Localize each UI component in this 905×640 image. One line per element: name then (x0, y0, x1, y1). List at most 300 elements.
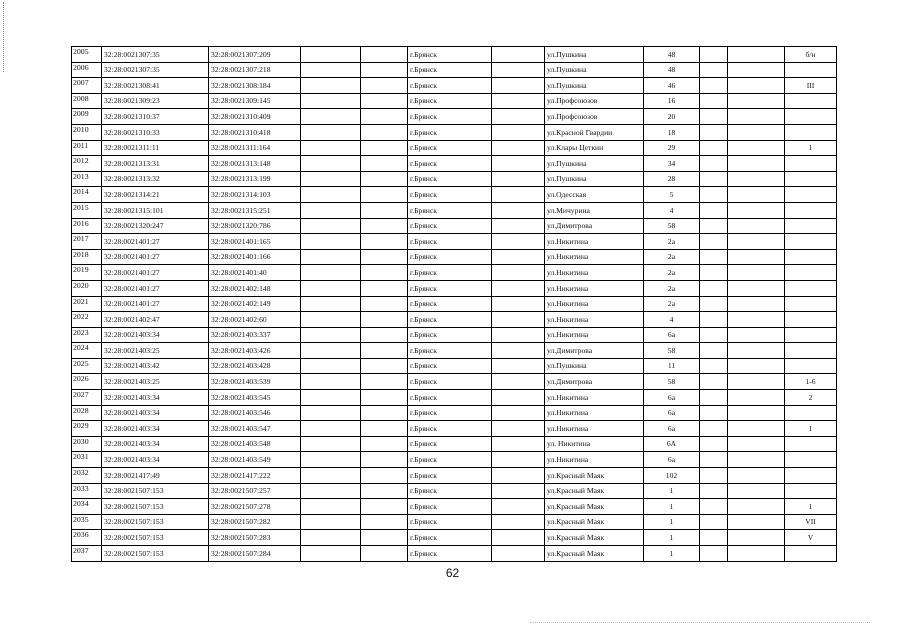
cell-apartment (785, 62, 837, 78)
table-row (72, 452, 837, 468)
table-row (72, 62, 837, 78)
cell-city: г.Брянск (408, 296, 492, 312)
cell-col-empty-4 (700, 156, 728, 172)
cell-apartment (785, 452, 837, 468)
cell-apartment (785, 249, 837, 265)
cell-apartment (785, 468, 837, 484)
cell-col-empty-3 (492, 390, 545, 406)
cell-col-empty-3 (492, 343, 545, 359)
cell-street: ул.Никитина (545, 265, 644, 281)
cell-apartment (785, 343, 837, 359)
cell-cadastral-number: 32:28:0021403:546 (209, 405, 301, 421)
cell-row-number: 2031 (72, 452, 102, 468)
cell-col-empty-1 (301, 296, 361, 312)
cell-col-empty-4 (700, 296, 728, 312)
cell-row-number: 2009 (72, 109, 102, 125)
cell-cadastral-quarter: 32:28:0021507:153 (102, 546, 209, 562)
cell-col-empty-4 (700, 421, 728, 437)
cell-cadastral-quarter: 32:28:0021401:27 (102, 280, 209, 296)
cell-col-empty-1 (301, 405, 361, 421)
cell-col-empty-5 (728, 62, 785, 78)
cell-col-empty-3 (492, 62, 545, 78)
cell-apartment (785, 312, 837, 328)
cell-col-empty-2 (361, 218, 408, 234)
cell-col-empty-5 (728, 249, 785, 265)
cell-col-empty-3 (492, 218, 545, 234)
table-row (72, 265, 837, 281)
cell-row-number: 2010 (72, 124, 102, 140)
cell-col-empty-3 (492, 296, 545, 312)
cell-col-empty-1 (301, 234, 361, 250)
cell-street: ул.Мичурина (545, 202, 644, 218)
cell-cadastral-quarter: 32:28:0021507:153 (102, 530, 209, 546)
cell-city: г.Брянск (408, 312, 492, 328)
cell-apartment (785, 109, 837, 125)
cell-col-empty-4 (700, 78, 728, 94)
cell-city: г.Брянск (408, 249, 492, 265)
cell-col-empty-4 (700, 171, 728, 187)
cell-col-empty-2 (361, 93, 408, 109)
cell-house-number: 5 (644, 187, 700, 203)
table-row (72, 405, 837, 421)
cell-apartment (785, 234, 837, 250)
cell-col-empty-4 (700, 452, 728, 468)
cell-cadastral-number: 32:28:0021401:165 (209, 234, 301, 250)
cell-house-number: 11 (644, 358, 700, 374)
cell-city: г.Брянск (408, 436, 492, 452)
cell-apartment (785, 202, 837, 218)
cell-row-number: 2037 (72, 546, 102, 562)
cell-cadastral-number: 32:28:0021507:257 (209, 483, 301, 499)
cell-street: ул.Димитрова (545, 343, 644, 359)
table-row (72, 530, 837, 546)
cell-row-number: 2019 (72, 265, 102, 281)
cell-col-empty-2 (361, 124, 408, 140)
cell-cadastral-number: 32:28:0021308:184 (209, 78, 301, 94)
cell-col-empty-1 (301, 312, 361, 328)
cell-city: г.Брянск (408, 421, 492, 437)
cell-col-empty-2 (361, 249, 408, 265)
cell-col-empty-5 (728, 358, 785, 374)
cell-house-number: 34 (644, 156, 700, 172)
cell-city: г.Брянск (408, 343, 492, 359)
cell-apartment (785, 483, 837, 499)
table-row (72, 187, 837, 203)
cell-house-number: 6а (644, 327, 700, 343)
cell-house-number: 6а (644, 452, 700, 468)
cell-col-empty-5 (728, 436, 785, 452)
cell-house-number: 48 (644, 62, 700, 78)
cell-cadastral-quarter: 32:28:0021403:25 (102, 343, 209, 359)
cell-col-empty-5 (728, 218, 785, 234)
cell-col-empty-3 (492, 202, 545, 218)
cell-col-empty-2 (361, 436, 408, 452)
cell-col-empty-1 (301, 109, 361, 125)
cell-cadastral-number: 32:28:0021403:539 (209, 374, 301, 390)
cell-house-number: 2а (644, 296, 700, 312)
cell-col-empty-3 (492, 436, 545, 452)
cell-col-empty-4 (700, 109, 728, 125)
cell-col-empty-3 (492, 187, 545, 203)
cell-col-empty-4 (700, 280, 728, 296)
cell-col-empty-1 (301, 62, 361, 78)
cell-row-number: 2011 (72, 140, 102, 156)
cell-house-number: 1 (644, 514, 700, 530)
cell-cadastral-quarter: 32:28:0021417:49 (102, 468, 209, 484)
cell-cadastral-quarter: 32:28:0021314:21 (102, 187, 209, 203)
cell-city: г.Брянск (408, 78, 492, 94)
cell-city: г.Брянск (408, 280, 492, 296)
cell-apartment (785, 296, 837, 312)
cell-col-empty-1 (301, 140, 361, 156)
cell-col-empty-2 (361, 358, 408, 374)
cell-cadastral-number: 32:28:0021403:545 (209, 390, 301, 406)
cell-city: г.Брянск (408, 109, 492, 125)
cell-cadastral-quarter: 32:28:0021309:23 (102, 93, 209, 109)
cell-house-number: 2а (644, 234, 700, 250)
cell-city: г.Брянск (408, 171, 492, 187)
cell-col-empty-2 (361, 405, 408, 421)
table-row (72, 47, 837, 63)
cell-col-empty-1 (301, 468, 361, 484)
cell-col-empty-5 (728, 546, 785, 562)
cell-col-empty-3 (492, 483, 545, 499)
cell-col-empty-1 (301, 78, 361, 94)
cell-col-empty-2 (361, 47, 408, 63)
cell-city: г.Брянск (408, 234, 492, 250)
cell-col-empty-5 (728, 499, 785, 515)
cell-city: г.Брянск (408, 47, 492, 63)
cell-col-empty-4 (700, 546, 728, 562)
cell-col-empty-3 (492, 452, 545, 468)
cell-col-empty-2 (361, 374, 408, 390)
cell-col-empty-5 (728, 514, 785, 530)
cell-cadastral-number: 32:28:0021507:284 (209, 546, 301, 562)
cell-cadastral-number: 32:28:0021310:409 (209, 109, 301, 125)
cell-col-empty-5 (728, 327, 785, 343)
cell-row-number: 2034 (72, 499, 102, 515)
cell-apartment: 1 (785, 140, 837, 156)
cell-apartment: 1 (785, 421, 837, 437)
cell-cadastral-number: 32:28:0021315:251 (209, 202, 301, 218)
cell-city: г.Брянск (408, 140, 492, 156)
cell-col-empty-1 (301, 499, 361, 515)
cell-cadastral-number: 32:28:0021403:548 (209, 436, 301, 452)
cell-house-number: 6а (644, 390, 700, 406)
cell-city: г.Брянск (408, 93, 492, 109)
cell-cadastral-number: 32:28:0021403:337 (209, 327, 301, 343)
cell-city: г.Брянск (408, 546, 492, 562)
cell-row-number: 2013 (72, 171, 102, 187)
cell-col-empty-3 (492, 312, 545, 328)
cell-cadastral-quarter: 32:28:0021313:31 (102, 156, 209, 172)
cell-col-empty-1 (301, 530, 361, 546)
cell-apartment (785, 546, 837, 562)
cell-house-number: 2а (644, 265, 700, 281)
cell-row-number: 2016 (72, 218, 102, 234)
cell-cadastral-quarter: 32:28:0021403:42 (102, 358, 209, 374)
cell-city: г.Брянск (408, 358, 492, 374)
cell-col-empty-5 (728, 390, 785, 406)
cell-col-empty-5 (728, 530, 785, 546)
cell-col-empty-4 (700, 483, 728, 499)
cell-col-empty-2 (361, 514, 408, 530)
cell-col-empty-5 (728, 78, 785, 94)
cell-cadastral-quarter: 32:28:0021403:34 (102, 436, 209, 452)
cell-house-number: 1 (644, 530, 700, 546)
cell-col-empty-3 (492, 280, 545, 296)
cell-cadastral-number: 32:28:0021402:60 (209, 312, 301, 328)
cell-col-empty-4 (700, 499, 728, 515)
cell-col-empty-3 (492, 249, 545, 265)
cell-row-number: 2024 (72, 343, 102, 359)
table-row (72, 171, 837, 187)
cell-row-number: 2036 (72, 530, 102, 546)
cell-col-empty-5 (728, 202, 785, 218)
cell-col-empty-2 (361, 468, 408, 484)
cell-cadastral-quarter: 32:28:0021401:27 (102, 234, 209, 250)
cell-cadastral-quarter: 32:28:0021313:32 (102, 171, 209, 187)
cell-row-number: 2026 (72, 374, 102, 390)
cell-cadastral-quarter: 32:28:0021403:34 (102, 327, 209, 343)
cell-col-empty-5 (728, 140, 785, 156)
cell-row-number: 2006 (72, 62, 102, 78)
cell-cadastral-quarter: 32:28:0021402:47 (102, 312, 209, 328)
cell-col-empty-4 (700, 140, 728, 156)
cell-col-empty-4 (700, 47, 728, 63)
cell-street: ул.Красный Маяк (545, 468, 644, 484)
cell-street: ул.Никитина (545, 312, 644, 328)
scan-edge-mark (3, 2, 5, 72)
table-row (72, 343, 837, 359)
cell-cadastral-number: 32:28:0021309:145 (209, 93, 301, 109)
cell-col-empty-2 (361, 452, 408, 468)
cell-row-number: 2028 (72, 405, 102, 421)
cell-col-empty-1 (301, 93, 361, 109)
cell-city: г.Брянск (408, 156, 492, 172)
cell-col-empty-1 (301, 171, 361, 187)
cell-col-empty-3 (492, 93, 545, 109)
cell-col-empty-1 (301, 436, 361, 452)
cell-col-empty-2 (361, 109, 408, 125)
cell-apartment: б/н (785, 47, 837, 63)
cell-col-empty-1 (301, 218, 361, 234)
cell-street: ул.Никитина (545, 405, 644, 421)
cell-col-empty-5 (728, 156, 785, 172)
cell-city: г.Брянск (408, 187, 492, 203)
table-row (72, 468, 837, 484)
cell-col-empty-1 (301, 156, 361, 172)
cell-col-empty-2 (361, 62, 408, 78)
cell-col-empty-2 (361, 421, 408, 437)
cell-col-empty-2 (361, 327, 408, 343)
cell-col-empty-2 (361, 171, 408, 187)
cell-apartment: V (785, 530, 837, 546)
cell-col-empty-4 (700, 405, 728, 421)
cell-col-empty-5 (728, 265, 785, 281)
cell-col-empty-2 (361, 296, 408, 312)
cell-row-number: 2007 (72, 78, 102, 94)
cell-col-empty-3 (492, 530, 545, 546)
cell-house-number: 6А (644, 436, 700, 452)
cell-row-number: 2018 (72, 249, 102, 265)
cell-col-empty-1 (301, 374, 361, 390)
cell-col-empty-5 (728, 187, 785, 203)
cell-col-empty-5 (728, 312, 785, 328)
cell-col-empty-2 (361, 343, 408, 359)
cell-cadastral-number: 32:28:0021401:166 (209, 249, 301, 265)
cell-row-number: 2008 (72, 93, 102, 109)
table-row (72, 140, 837, 156)
cell-cadastral-number: 32:28:0021313:148 (209, 156, 301, 172)
cell-apartment (785, 156, 837, 172)
cell-cadastral-number: 32:28:0021311:164 (209, 140, 301, 156)
cell-row-number: 2021 (72, 296, 102, 312)
cell-cadastral-quarter: 32:28:0021308:41 (102, 78, 209, 94)
cell-street: ул.Никитина (545, 296, 644, 312)
cell-cadastral-number: 32:28:0021313:199 (209, 171, 301, 187)
cell-house-number: 1 (644, 483, 700, 499)
table-row (72, 109, 837, 125)
cell-col-empty-2 (361, 546, 408, 562)
cell-col-empty-5 (728, 234, 785, 250)
cell-row-number: 2023 (72, 327, 102, 343)
cell-street: ул.Никитина (545, 234, 644, 250)
cell-street: ул.Пушкина (545, 78, 644, 94)
cell-col-empty-3 (492, 358, 545, 374)
cell-row-number: 2025 (72, 358, 102, 374)
cell-house-number: 2а (644, 249, 700, 265)
cell-apartment (785, 124, 837, 140)
cell-city: г.Брянск (408, 374, 492, 390)
cell-col-empty-5 (728, 93, 785, 109)
cell-cadastral-quarter: 32:28:0021401:27 (102, 296, 209, 312)
cell-apartment: VII (785, 514, 837, 530)
cell-house-number: 4 (644, 202, 700, 218)
cell-apartment (785, 218, 837, 234)
cell-city: г.Брянск (408, 499, 492, 515)
cell-street: ул.Димитрова (545, 218, 644, 234)
cell-col-empty-2 (361, 312, 408, 328)
cell-col-empty-1 (301, 343, 361, 359)
page-number: 62 (445, 566, 460, 580)
table-row (72, 546, 837, 562)
cell-city: г.Брянск (408, 514, 492, 530)
cell-street: ул.Никитина (545, 280, 644, 296)
cell-col-empty-3 (492, 265, 545, 281)
cell-col-empty-5 (728, 343, 785, 359)
table-row (72, 249, 837, 265)
table-row (72, 156, 837, 172)
cell-apartment: 1-6 (785, 374, 837, 390)
cell-apartment: III (785, 78, 837, 94)
cell-col-empty-2 (361, 140, 408, 156)
cell-city: г.Брянск (408, 483, 492, 499)
cell-col-empty-4 (700, 327, 728, 343)
cell-row-number: 2022 (72, 312, 102, 328)
table-row (72, 93, 837, 109)
cell-house-number: 1 (644, 499, 700, 515)
cell-col-empty-1 (301, 483, 361, 499)
cell-col-empty-4 (700, 374, 728, 390)
table-row (72, 514, 837, 530)
cell-col-empty-3 (492, 171, 545, 187)
cell-apartment: 2 (785, 390, 837, 406)
cell-cadastral-number: 32:28:0021507:278 (209, 499, 301, 515)
cell-city: г.Брянск (408, 405, 492, 421)
cell-city: г.Брянск (408, 124, 492, 140)
table-row (72, 374, 837, 390)
table-row (72, 327, 837, 343)
cell-apartment (785, 171, 837, 187)
cell-house-number: 58 (644, 343, 700, 359)
cell-cadastral-quarter: 32:28:0021403:25 (102, 374, 209, 390)
cell-street: ул. Никитина (545, 436, 644, 452)
cell-col-empty-4 (700, 514, 728, 530)
table-row (72, 296, 837, 312)
cell-street: ул.Красный Маяк (545, 546, 644, 562)
cell-house-number: 28 (644, 171, 700, 187)
cell-street: ул.Пушкина (545, 156, 644, 172)
cell-col-empty-5 (728, 280, 785, 296)
cell-col-empty-3 (492, 405, 545, 421)
cell-street: ул.Красный Маяк (545, 483, 644, 499)
cell-row-number: 2014 (72, 187, 102, 203)
cell-street: ул.Профсоюзов (545, 109, 644, 125)
registry-table-wrapper (71, 46, 836, 562)
cell-col-empty-1 (301, 202, 361, 218)
cell-cadastral-number: 32:28:0021402:149 (209, 296, 301, 312)
cell-col-empty-3 (492, 468, 545, 484)
scan-footer-noise (530, 622, 870, 626)
cell-cadastral-number: 32:28:0021307:218 (209, 62, 301, 78)
cell-col-empty-3 (492, 546, 545, 562)
cell-col-empty-3 (492, 421, 545, 437)
cell-cadastral-number: 32:28:0021314:103 (209, 187, 301, 203)
cell-street: ул.Пушкина (545, 62, 644, 78)
cell-row-number: 2027 (72, 390, 102, 406)
cell-col-empty-3 (492, 78, 545, 94)
cell-cadastral-quarter: 32:28:0021310:33 (102, 124, 209, 140)
cell-col-empty-4 (700, 312, 728, 328)
cell-cadastral-quarter: 32:28:0021315:101 (102, 202, 209, 218)
cell-col-empty-4 (700, 390, 728, 406)
cell-col-empty-2 (361, 202, 408, 218)
cell-house-number: 58 (644, 374, 700, 390)
cell-row-number: 2020 (72, 280, 102, 296)
table-row (72, 234, 837, 250)
cell-col-empty-4 (700, 436, 728, 452)
cell-col-empty-5 (728, 109, 785, 125)
cell-cadastral-quarter: 32:28:0021507:153 (102, 514, 209, 530)
cell-apartment (785, 93, 837, 109)
table-row (72, 312, 837, 328)
cell-street: ул.Красной Гвардии (545, 124, 644, 140)
cell-col-empty-2 (361, 280, 408, 296)
cell-col-empty-5 (728, 421, 785, 437)
cell-col-empty-3 (492, 514, 545, 530)
cell-col-empty-4 (700, 124, 728, 140)
cell-col-empty-4 (700, 202, 728, 218)
cell-col-empty-1 (301, 187, 361, 203)
cell-cadastral-number: 32:28:0021320:786 (209, 218, 301, 234)
table-row (72, 436, 837, 452)
cell-col-empty-4 (700, 187, 728, 203)
cell-cadastral-quarter: 32:28:0021310:37 (102, 109, 209, 125)
cell-house-number: 6а (644, 405, 700, 421)
cell-col-empty-4 (700, 218, 728, 234)
cell-house-number: 18 (644, 124, 700, 140)
